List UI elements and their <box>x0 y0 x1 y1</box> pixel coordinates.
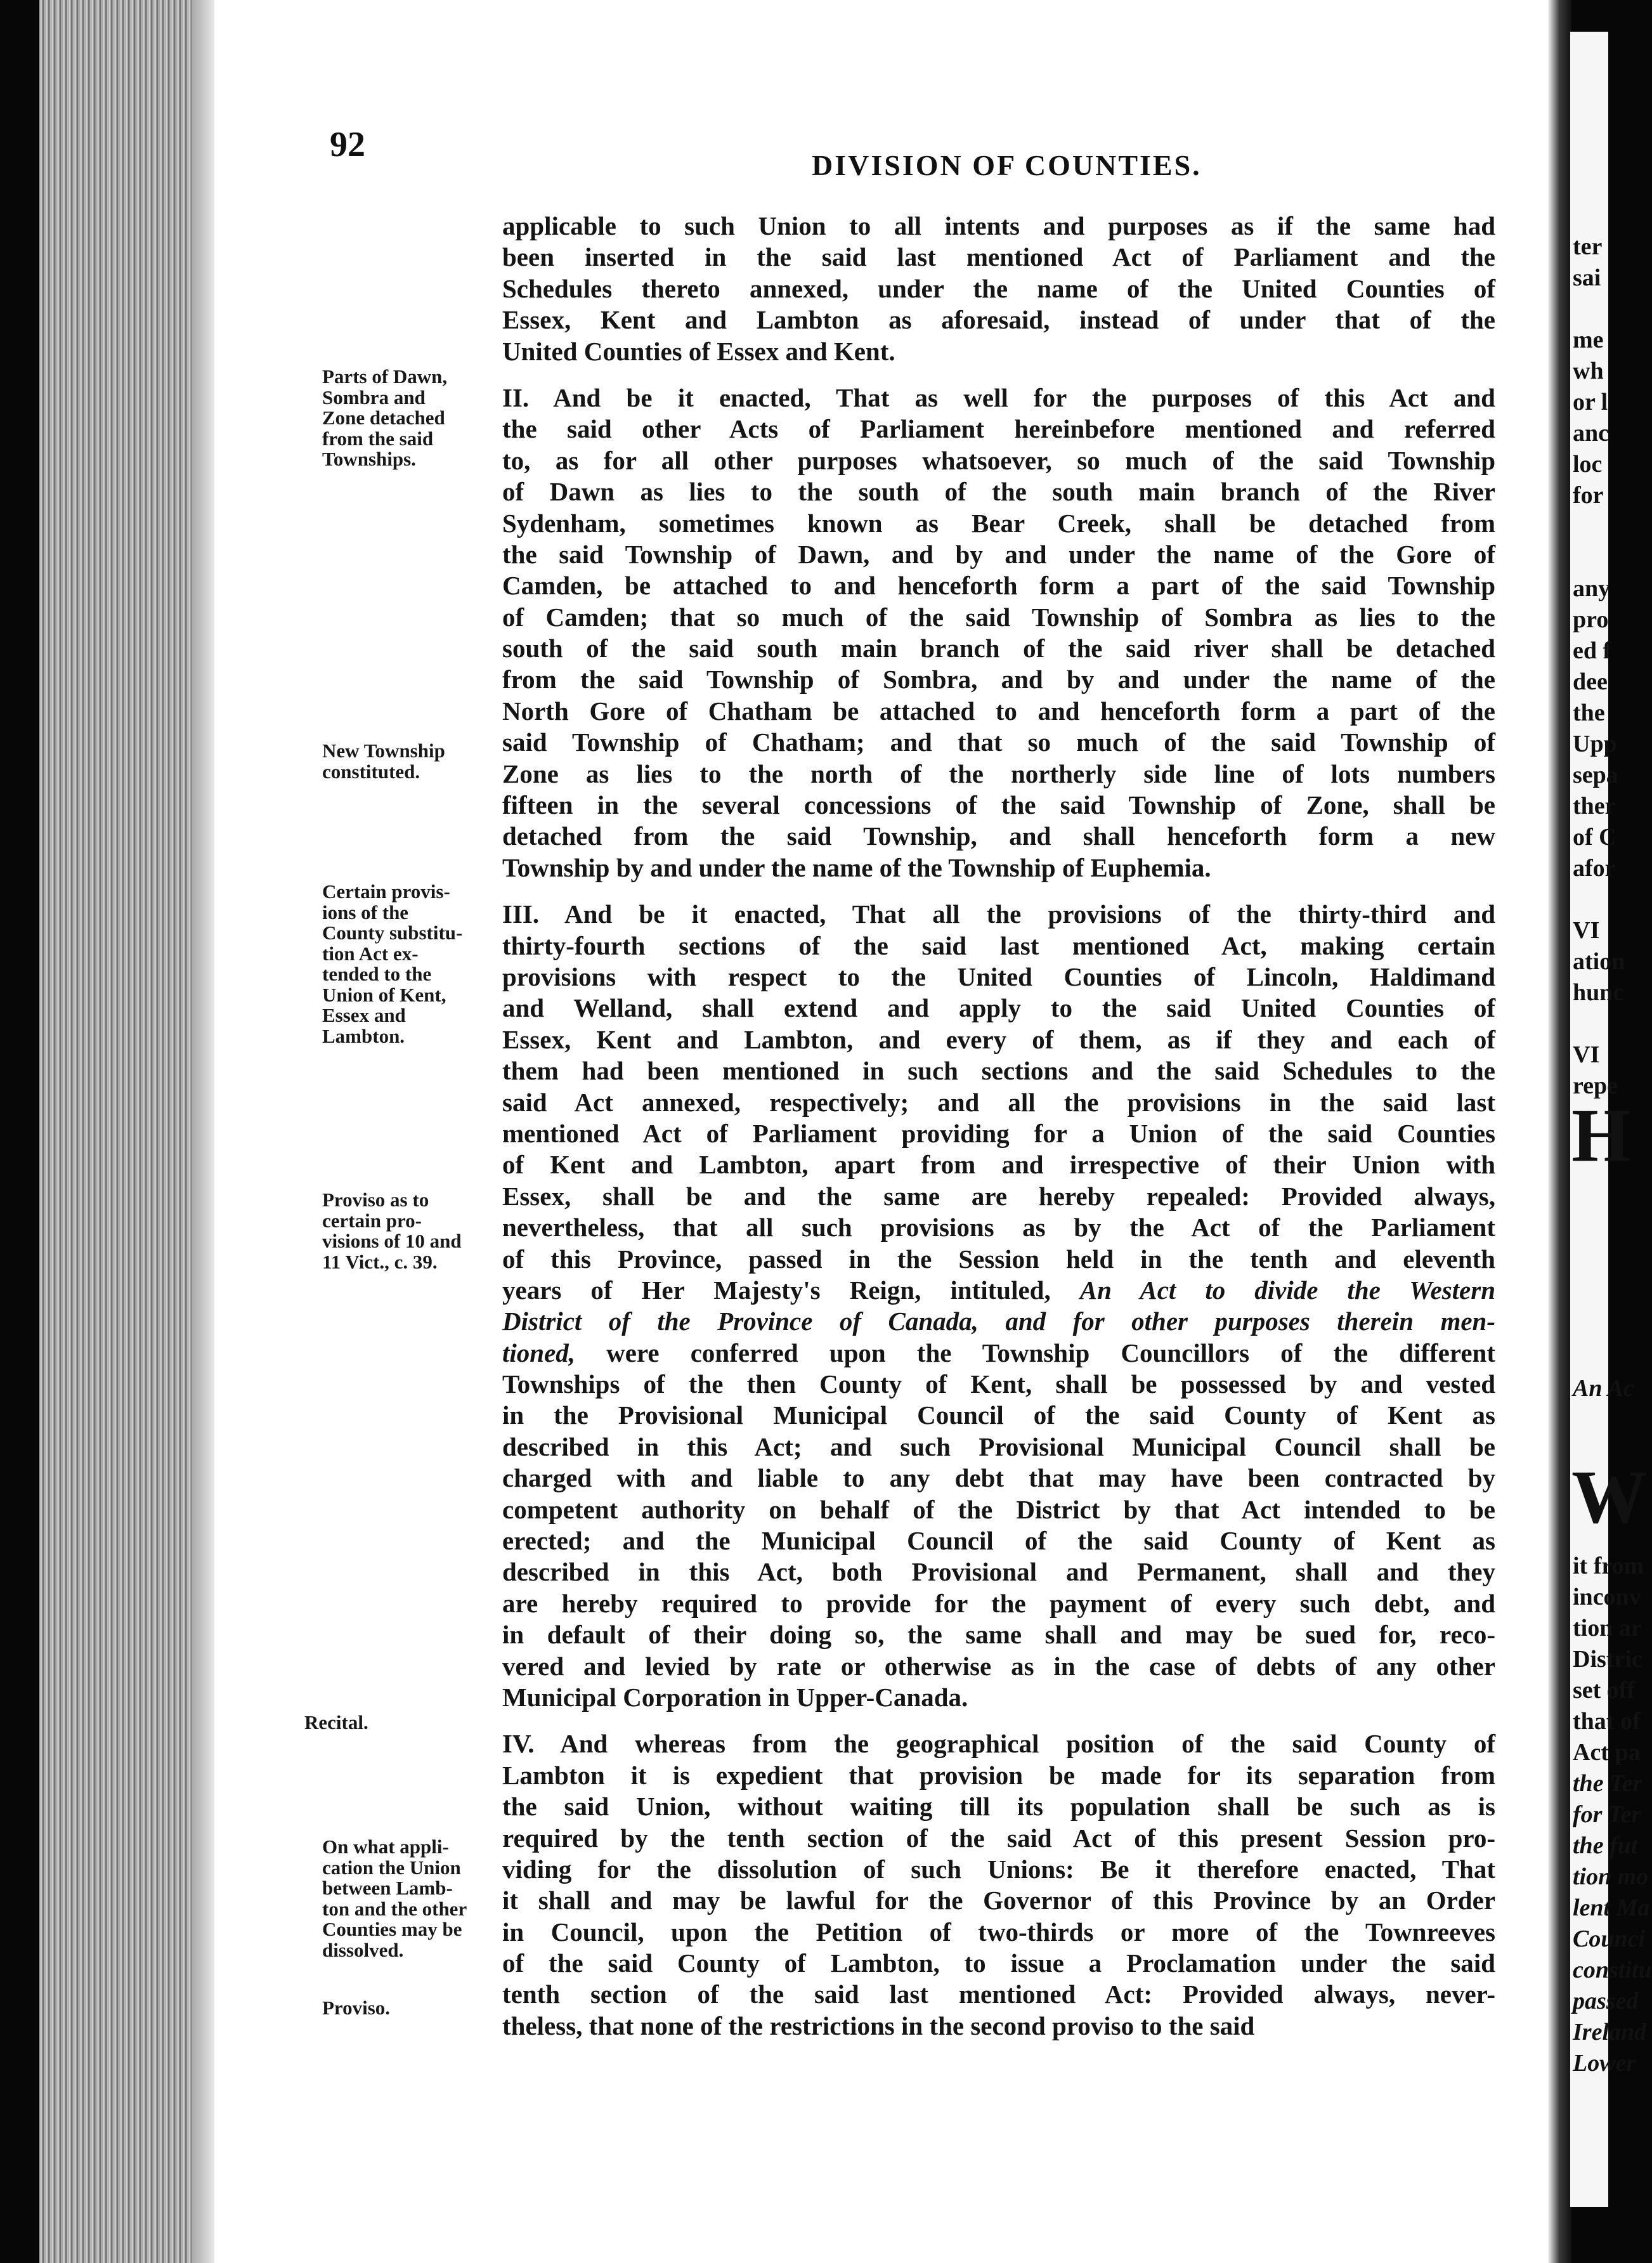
body-line: Lambton it is expedient that provision be made for its separation from <box>502 1760 1495 1790</box>
body-line: mentioned Act of Parliament providing for a Union of the said Counties <box>502 1118 1495 1148</box>
next-page-fragment: loc <box>1573 451 1603 478</box>
next-page-fragment: tion mo <box>1573 1863 1649 1890</box>
next-page-fragment: Act pa <box>1573 1739 1641 1766</box>
next-page-fragment: for Ter <box>1573 1801 1641 1828</box>
page-number: 92 <box>330 125 365 164</box>
body-line: detached from the said Township, and shall henceforth form a new <box>502 821 1495 851</box>
body-line: tenth section of the said last mentioned Act: Provided always, never- <box>502 1979 1495 2009</box>
body-line: erected; and the Municipal Council of the said County of Kent as <box>502 1526 1495 1556</box>
next-page-fragment: passed <box>1573 1988 1639 2014</box>
body-line: Essex, Kent and Lambton, and every of them, as if they and each of <box>502 1024 1495 1054</box>
body-line: the said Township of Dawn, and by and under the name of the Gore of <box>502 539 1495 569</box>
body-line: in default of their doing so, the same shall and may be sued for, reco- <box>502 1620 1495 1650</box>
next-page-fragment: Upp <box>1573 731 1617 757</box>
margin-note-dissolution: On what appli- cation the Union between Lamb- ton and the other Counties may be dissolved. <box>322 1836 467 1961</box>
body-line: are hereby required to provide for the payment of every such debt, and <box>502 1588 1495 1618</box>
body-line: south of the said south main branch of the said river shall be detached <box>502 634 1495 663</box>
body-line: charged with and liable to any debt that may have been contracted by <box>502 1463 1495 1493</box>
body-line: it shall and may be lawful for the Governor of this Province by an Order <box>502 1886 1495 1915</box>
next-page-fragment: ation <box>1573 948 1625 975</box>
body-line: in Council, upon the Petition of two-thirds or more of the Townreeves <box>502 1917 1495 1947</box>
next-page-fragment: Lower <box>1573 2050 1636 2077</box>
body-line: II. And be it enacted, That as well for the purposes of this Act and <box>502 382 1495 412</box>
body-line: said Township of Chatham; and that so much of the said Township of <box>502 727 1495 757</box>
body-line: and Welland, shall extend and apply to the said United Counties of <box>502 993 1495 1023</box>
body-line: of Camden; that so much of the said Township of Sombra as lies to the <box>502 602 1495 632</box>
next-page-fragment: or l <box>1573 389 1608 415</box>
body-line: the said Union, without waiting till its population shall be such as is <box>502 1792 1495 1822</box>
body-line: to, as for all other purposes whatsoever, so much of the said Township <box>502 445 1495 475</box>
next-page-fragment: dee <box>1573 668 1608 695</box>
next-page-fragment: lent Ma <box>1573 1895 1650 1921</box>
body-text <box>502 211 1495 2042</box>
body-line: provisions with respect to the United Counties of Lincoln, Haldimand <box>502 962 1495 991</box>
body-line: IV. And whereas from the geographical position of the said County of <box>502 1729 1495 1759</box>
margin-note-detached: Parts of Dawn, Sombra and Zone detached from the said Townships. <box>322 365 448 470</box>
body-line: of this Province, passed in the Session held in the tenth and eleventh <box>502 1244 1495 1274</box>
next-page-fragment: constitu <box>1573 1957 1652 1983</box>
body-line: Township by and under the name of the Township of Euphemia. <box>502 852 1211 882</box>
body-line: viding for the dissolution of such Unions: Be it therefore enacted, That <box>502 1854 1495 1884</box>
next-page-fragment: sai <box>1573 264 1601 291</box>
body-line: nevertheless, that all such provisions as by the Act of the Parliament <box>502 1213 1495 1242</box>
next-page-edge <box>1570 32 1652 2207</box>
body-line: them had been mentioned in such sections and the said Schedules to the <box>502 1056 1495 1086</box>
next-page-fragment: repe <box>1573 1073 1618 1099</box>
page-edges <box>39 0 217 2263</box>
body-line: required by the tenth section of the said Act of this present Session pro- <box>502 1823 1495 1853</box>
next-page-fragment: ther <box>1573 793 1616 819</box>
body-line: United Counties of Essex and Kent. <box>502 336 895 366</box>
page-gutter <box>1547 0 1571 2263</box>
body-line: said Act annexed, respectively; and all the provisions in the said last <box>502 1087 1495 1117</box>
next-page-fragment: VI <box>1573 917 1600 944</box>
next-page-fragment: hunc <box>1573 979 1624 1006</box>
next-page-fragment: pro <box>1573 606 1609 633</box>
next-page-fragment: inconv <box>1573 1584 1641 1610</box>
next-page-fragment: me <box>1573 327 1604 353</box>
next-page-dropcap: W <box>1571 1454 1648 1539</box>
next-page-fragment: that of <box>1573 1708 1641 1735</box>
next-page-initial: H <box>1571 1093 1631 1177</box>
body-line: III. And be it enacted, That all the provisions of the thirty-third and <box>502 899 1495 929</box>
next-page-fragment: Counci <box>1573 1926 1646 1952</box>
body-line: theless, that none of the restrictions in the second proviso to the said <box>502 2011 1255 2040</box>
margin-note-new-township: New Township constituted. <box>322 740 445 783</box>
next-page-act-title: An Ac <box>1573 1375 1634 1402</box>
next-page-fragment: Distric <box>1573 1646 1642 1673</box>
body-line: of Dawn as lies to the south of the south main branch of the River <box>502 477 1495 507</box>
next-page-fragment: it from <box>1573 1553 1644 1579</box>
body-line: fifteen in the several concessions of the said Township of Zone, shall be <box>502 790 1495 820</box>
running-head: DIVISION OF COUNTIES. <box>812 149 1202 181</box>
body-line: Sydenham, sometimes known as Bear Creek, shall be detached from <box>502 508 1495 538</box>
next-page-fragment: of C <box>1573 824 1616 851</box>
body-line: North Gore of Chatham be attached to and henceforth form a part of the <box>502 696 1495 726</box>
body-line: Camden, be attached to and henceforth form a part of the said Township <box>502 571 1495 601</box>
body-line: applicable to such Union to all intents and purposes as if the same had <box>502 211 1495 240</box>
body-line: Municipal Corporation in Upper-Canada. <box>502 1682 968 1712</box>
next-page-fragment: afor <box>1573 855 1616 882</box>
body-line: years of Her Majesty's Reign, intituled, An Act to divide the Western <box>502 1275 1496 1305</box>
margin-note-county-substitution: Certain provis- ions of the County substitu- tion Act ex- tended to the Union of Kent, Essex and Lambton. <box>322 880 463 1047</box>
body-line: Schedules thereto annexed, under the name of the United Counties of <box>502 273 1495 303</box>
body-line: described in this Act, both Provisional and Permanent, shall and they <box>502 1557 1495 1587</box>
body-line: tioned, were conferred upon the Township Councillors of the different <box>502 1338 1495 1367</box>
margin-note-recital: Recital. <box>304 1711 368 1733</box>
next-page-fragment: VI <box>1573 1041 1600 1068</box>
next-page-fragment: wh <box>1573 358 1604 384</box>
body-line: thirty-fourth sections of the said last mentioned Act, making certain <box>502 930 1495 960</box>
body-line: been inserted in the said last mentioned Act of Parliament and the <box>502 242 1495 272</box>
margin-note-proviso: Proviso. <box>322 1997 391 2019</box>
next-page-fragment: tion ar <box>1573 1615 1642 1641</box>
next-page-fragment: for <box>1573 482 1604 509</box>
body-line: vered and levied by rate or otherwise as in the case of debts of any other <box>502 1651 1495 1681</box>
next-page-fragment: any <box>1573 575 1611 602</box>
body-line: of the said County of Lambton, to issue a Proclamation under the said <box>502 1948 1495 1978</box>
next-page-fragment: the fut <box>1573 1832 1638 1859</box>
margin-note-proviso-vict: Proviso as to certain pro- visions of 10 and 11 Vict., c. 39. <box>322 1189 462 1273</box>
next-page-fragment: the <box>1573 700 1605 726</box>
body-line: Essex, Kent and Lambton as aforesaid, instead of under that of the <box>502 305 1495 335</box>
body-line: the said other Acts of Parliament hereinbefore mentioned and referred <box>502 414 1495 444</box>
next-page-fragment: ed f <box>1573 637 1611 664</box>
body-line: Zone as lies to the north of the northerly side line of lots numbers <box>502 759 1495 788</box>
body-line: District of the Province of Canada, and for other purposes therein men- <box>502 1307 1495 1336</box>
body-line: from the said Township of Sombra, and by and under the name of the <box>502 665 1495 695</box>
body-line: competent authority on behalf of the District by that Act intended to be <box>502 1494 1495 1524</box>
next-page-fragment: sepa <box>1573 762 1618 788</box>
next-page-fragment: the Ter <box>1573 1770 1642 1797</box>
next-page-fragment: set off <box>1573 1677 1636 1704</box>
body-line: of Kent and Lambton, apart from and irrespective of their Union with <box>502 1150 1495 1180</box>
body-line: Essex, shall be and the same are hereby repealed: Provided always, <box>502 1181 1495 1211</box>
body-line: Townships of the then County of Kent, shall be possessed by and vested <box>502 1369 1495 1399</box>
next-page-fragment: ter <box>1573 233 1603 260</box>
next-page-fragment: Ireland <box>1573 2019 1647 2045</box>
next-page-fragment: anc <box>1573 420 1609 447</box>
body-line: described in this Act; and such Provisional Municipal Council shall be <box>502 1431 1495 1461</box>
body-line: in the Provisional Municipal Council of the said County of Kent as <box>502 1400 1495 1430</box>
